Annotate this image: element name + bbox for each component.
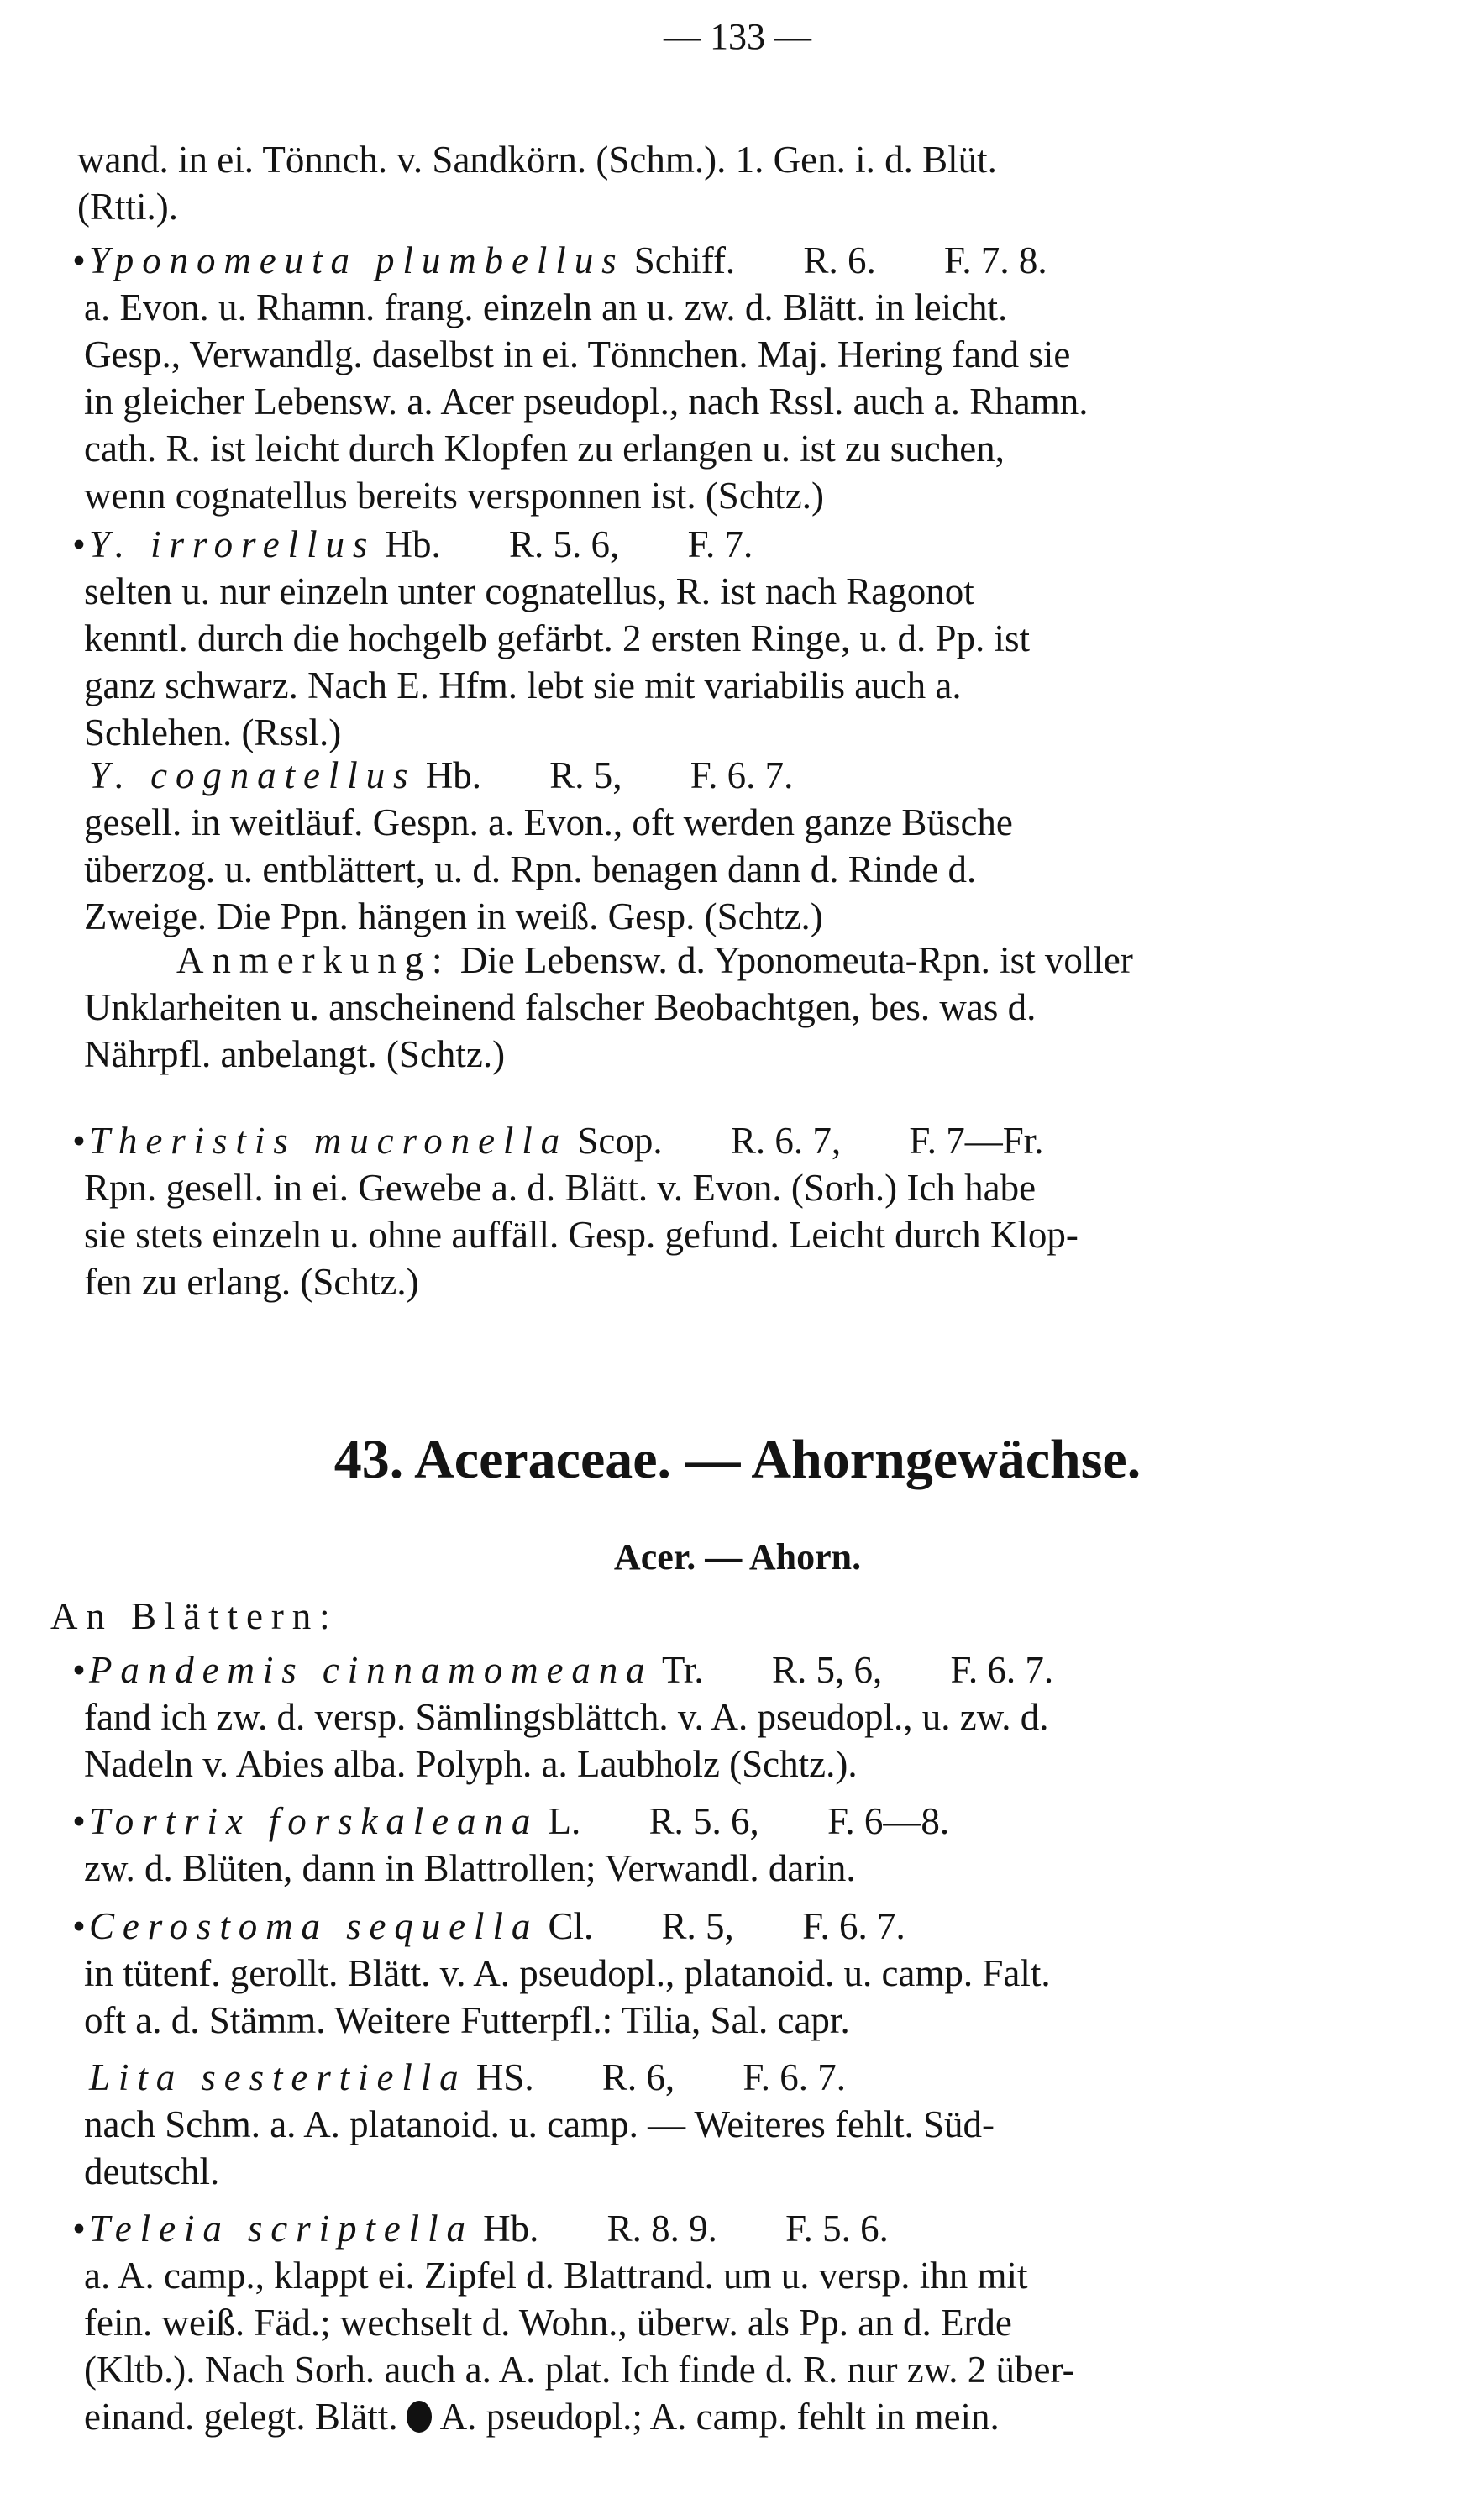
body-line: fand ich zw. d. versp. Sämlingsblättch. v. A. pseudopl., u. zw. d.	[84, 1696, 1049, 1738]
species-entry	[69, 1646, 1463, 1788]
larva-months: R. 5,	[661, 1905, 734, 1947]
larva-months: R. 5. 6,	[648, 1800, 759, 1842]
body-line-with-symbol	[84, 2393, 1463, 2440]
remark-line	[84, 937, 1463, 984]
species-name: Teleia scriptella	[89, 2208, 474, 2250]
entry-head	[69, 1903, 1463, 1950]
species-entry	[69, 2054, 1463, 2195]
dot-marker: •	[72, 239, 86, 281]
entry-head	[69, 2205, 1463, 2252]
species-entry	[69, 1117, 1463, 1305]
filled-circle-icon	[407, 2401, 432, 2433]
flight-months: F. 6. 7.	[690, 754, 794, 796]
larva-months: R. 6,	[601, 2056, 675, 2098]
body-text: einand. gelegt. Blätt.	[84, 2396, 398, 2438]
entry-head	[69, 521, 1463, 568]
body-line: deutschl.	[84, 2150, 220, 2192]
page-number: — 133 —	[664, 16, 811, 57]
remark-line: Unklarheiten u. anscheinend falscher Beobachtgen, bes. was d.	[84, 986, 1037, 1028]
entry-head	[69, 1646, 1463, 1693]
larva-months: R. 5, 6,	[771, 1649, 883, 1691]
flight-months: F. 6. 7.	[950, 1649, 1054, 1691]
species-name: Yponomeuta plumbellus	[89, 239, 625, 281]
species-entry	[69, 1798, 1463, 1892]
body-line: fein. weiß. Fäd.; wechselt d. Wohn., überw. als Pp. an d. Erde	[84, 2302, 1012, 2344]
flight-months: F. 6—8.	[827, 1800, 950, 1842]
body-line: in gleicher Lebensw. a. Acer pseudopl., nach Rssl. auch a. Rhamn.	[84, 381, 1089, 423]
species-entry	[69, 237, 1463, 519]
species-name: Tortrix forskaleana	[89, 1800, 539, 1842]
species-name: Theristis mucronella	[89, 1120, 569, 1162]
flight-months: F. 5. 6.	[785, 2208, 889, 2250]
body-line: wenn cognatellus bereits versponnen ist. (Schtz.)	[84, 475, 825, 517]
dot-marker: •	[72, 1800, 86, 1842]
remark-block	[69, 937, 1463, 1078]
flight-months: F. 6. 7.	[743, 2056, 847, 2098]
author: Schiff.	[633, 239, 736, 281]
body-line: überzog. u. entblättert, u. d. Rpn. benagen dann d. Rinde d.	[84, 848, 977, 890]
species-name: Cerostoma sequella	[89, 1905, 539, 1947]
author: HS.	[475, 2056, 534, 2098]
body-text: A. pseudopl.; A. camp. fehlt in mein.	[439, 2396, 1000, 2438]
entry-head	[69, 1117, 1463, 1164]
body-line: a. Evon. u. Rhamn. frang. einzeln an u. zw. d. Blätt. in leicht.	[84, 286, 1008, 328]
entry-head	[69, 1798, 1463, 1845]
dot-marker: •	[72, 2208, 86, 2250]
body-line: (Rtti.).	[77, 186, 178, 228]
body-line: Zweige. Die Ppn. hängen in weiß. Gesp. (Schtz.)	[84, 895, 823, 937]
flight-months: F. 7.	[687, 523, 753, 565]
body-line: kenntl. durch die hochgelb gefärbt. 2 ersten Ringe, u. d. Pp. ist	[84, 617, 1031, 659]
genus-heading: Acer. — Ahorn.	[613, 1536, 862, 1578]
remark-line: Nährpfl. anbelangt. (Schtz.)	[84, 1033, 506, 1075]
body-line: Rpn. gesell. in ei. Gewebe a. d. Blätt. v. Evon. (Sorh.) Ich habe	[84, 1167, 1037, 1209]
author: Hb.	[483, 2208, 539, 2250]
entry-head	[69, 2054, 1463, 2101]
species-entry	[69, 1903, 1463, 2044]
body-line: Nadeln v. Abies alba. Polyph. a. Laubholz (Schtz.).	[84, 1743, 858, 1785]
dot-marker: •	[72, 1905, 86, 1947]
body-line: Schlehen. (Rssl.)	[84, 711, 342, 753]
body-line: ganz schwarz. Nach E. Hfm. lebt sie mit variabilis auch a.	[84, 664, 962, 706]
larva-months: R. 8. 9.	[606, 2208, 717, 2250]
body-line: zw. d. Blüten, dann in Blattrollen; Verwandl. darin.	[84, 1847, 856, 1889]
dot-marker: •	[72, 1649, 86, 1691]
body-line: cath. R. ist leicht durch Klopfen zu erlangen u. ist zu suchen,	[84, 428, 1005, 470]
flight-months: F. 6. 7.	[802, 1905, 905, 1947]
author: Scop.	[577, 1120, 663, 1162]
larva-months: R. 5,	[549, 754, 622, 796]
body-line: (Kltb.). Nach Sorh. auch a. A. plat. Ich finde d. R. nur zw. 2 über-	[84, 2349, 1075, 2391]
species-entry	[69, 752, 1463, 940]
species-name: Pandemis cinnamomeana	[89, 1649, 654, 1691]
entry-continuation	[69, 136, 1463, 230]
subheading: An Blättern:	[50, 1595, 339, 1637]
body-line: selten u. nur einzeln unter cognatellus, R. ist nach Ragonot	[84, 570, 974, 612]
body-line: Gesp., Verwandlg. daselbst in ei. Tönnchen. Maj. Hering fand sie	[84, 333, 1071, 375]
flight-months: F. 7. 8.	[943, 239, 1047, 281]
body-line: fen zu erlang. (Schtz.)	[84, 1261, 419, 1303]
species-name: Y. irrorellus	[89, 523, 376, 565]
species-name: Y. cognatellus	[89, 754, 417, 796]
dot-marker: •	[72, 523, 86, 565]
author: Hb.	[425, 754, 481, 796]
author: Tr.	[662, 1649, 704, 1691]
body-line: sie stets einzeln u. ohne auffäll. Gesp. gefund. Leicht durch Klop-	[84, 1214, 1079, 1256]
body-line: oft a. d. Stämm. Weitere Futterpfl.: Tilia, Sal. capr.	[84, 1999, 850, 2041]
flight-months: F. 7—Fr.	[909, 1120, 1044, 1162]
remark-label: Anmerkung:	[176, 939, 451, 981]
species-name: Lita sestertiella	[89, 2056, 467, 2098]
entry-head	[69, 237, 1463, 284]
section-title: 43. Aceraceae. — Ahorngewächse.	[333, 1429, 1142, 1490]
author: L.	[548, 1800, 581, 1842]
author: Cl.	[548, 1905, 594, 1947]
larva-months: R. 6.	[803, 239, 876, 281]
body-line: a. A. camp., klappt ei. Zipfel d. Blattrand. um u. versp. ihn mit	[84, 2255, 1028, 2297]
body-line: gesell. in weitläuf. Gespn. a. Evon., oft werden ganze Büsche	[84, 801, 1013, 843]
remark-text: Die Lebensw. d. Yponomeuta-Rpn. ist voller	[459, 939, 1133, 981]
body-line: in tütenf. gerollt. Blätt. v. A. pseudopl., platanoid. u. camp. Falt.	[84, 1952, 1051, 1994]
body-line: nach Schm. a. A. platanoid. u. camp. — Weiteres fehlt. Süd-	[84, 2103, 995, 2145]
entry-head	[69, 752, 1463, 799]
body-line: wand. in ei. Tönnch. v. Sandkörn. (Schm.). 1. Gen. i. d. Blüt.	[77, 139, 997, 181]
larva-months: R. 5. 6,	[509, 523, 620, 565]
larva-months: R. 6. 7,	[730, 1120, 842, 1162]
species-entry	[69, 521, 1463, 756]
author: Hb.	[385, 523, 441, 565]
dot-marker: •	[72, 1120, 86, 1162]
species-entry	[69, 2205, 1463, 2440]
